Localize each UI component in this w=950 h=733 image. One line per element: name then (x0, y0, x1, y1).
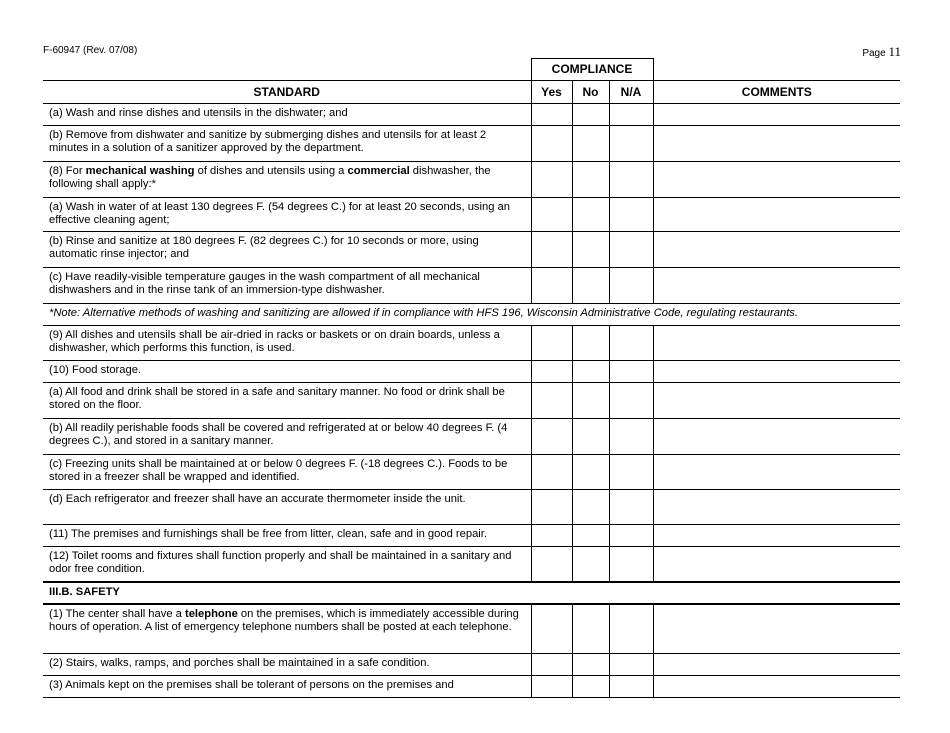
yes-cell[interactable] (531, 162, 572, 198)
table-row (43, 676, 900, 698)
yes-cell[interactable] (531, 455, 572, 490)
table-row (43, 232, 900, 268)
table-row (43, 361, 900, 383)
standard-text (43, 604, 531, 654)
na-cell[interactable] (609, 383, 653, 419)
standard-text: (2) Stairs, walks, ramps, and porches shall be maintained in a safe condition. (43, 654, 531, 676)
page-number-value: 11 (888, 44, 901, 59)
header-blank (43, 59, 531, 81)
comments-cell[interactable] (653, 126, 900, 162)
na-cell[interactable] (609, 126, 653, 162)
na-cell[interactable] (609, 525, 653, 547)
comments-header: COMMENTS (653, 81, 900, 104)
table-row (43, 654, 900, 676)
yes-cell[interactable] (531, 232, 572, 268)
yes-cell[interactable] (531, 604, 572, 654)
na-cell[interactable] (609, 232, 653, 268)
comments-cell[interactable] (653, 361, 900, 383)
standard-text: (12) Toilet rooms and fixtures shall function properly and shall be maintained in a sanitary and odor free condition. (43, 547, 531, 582)
no-cell[interactable] (572, 547, 609, 582)
yes-cell[interactable] (531, 419, 572, 455)
na-header: N/A (609, 81, 653, 104)
na-cell[interactable] (609, 198, 653, 232)
yes-cell[interactable] (531, 104, 572, 126)
table-row (43, 525, 900, 547)
no-cell[interactable] (572, 455, 609, 490)
na-cell[interactable] (609, 604, 653, 654)
comments-cell[interactable] (653, 547, 900, 582)
no-cell[interactable] (572, 604, 609, 654)
no-cell[interactable] (572, 419, 609, 455)
na-cell[interactable] (609, 268, 653, 304)
no-cell[interactable] (572, 268, 609, 304)
yes-cell[interactable] (531, 383, 572, 419)
comments-cell[interactable] (653, 419, 900, 455)
emphasis-text: telephone (184, 607, 238, 620)
standard-text: (10) Food storage. (43, 361, 531, 383)
table-row (43, 383, 900, 419)
na-cell[interactable] (609, 654, 653, 676)
standard-text: (b) Remove from dishwater and sanitize by submerging dishes and utensils for at least 2 minutes in a solution of a sanitizer approved by the department. (43, 126, 531, 162)
comments-cell[interactable] (653, 268, 900, 304)
emphasis-text: commercial (347, 165, 410, 177)
text-segment: (1) The center shall have a (49, 607, 185, 620)
comments-cell[interactable] (653, 104, 900, 126)
yes-cell[interactable] (531, 676, 572, 698)
standard-text: (9) All dishes and utensils shall be air-dried in racks or baskets or on drain boards, unless a dishwasher, which performs this function, is used. (43, 326, 531, 361)
comments-cell[interactable] (653, 383, 900, 419)
comments-cell[interactable] (653, 232, 900, 268)
standard-text: (b) Rinse and sanitize at 180 degrees F. (82 degrees C.) for 10 seconds or more, using automatic rinse injector; and (43, 232, 531, 268)
table-row (43, 198, 900, 232)
form-number: F-60947 (Rev. 07/08) (43, 45, 138, 56)
yes-cell[interactable] (531, 547, 572, 582)
standard-text: (11) The premises and furnishings shall be free from litter, clean, safe and in good repair. (43, 525, 531, 547)
standard-text: (c) Freezing units shall be maintained at or below 0 degrees F. (-18 degrees C.). Foods to be stored in a freezer shall be wrapped and identified. (43, 455, 531, 490)
header-blank (653, 59, 900, 81)
no-cell[interactable] (572, 654, 609, 676)
standard-text: (a) Wash and rinse dishes and utensils in the dishwater; and (43, 104, 531, 126)
comments-cell[interactable] (653, 654, 900, 676)
standard-text: (d) Each refrigerator and freezer shall have an accurate thermometer inside the unit. (43, 490, 531, 525)
table-row (43, 604, 900, 654)
standard-text: (a) Wash in water of at least 130 degrees F. (54 degrees C.) for at least 20 seconds, using an effective cleaning agent; (43, 198, 531, 232)
table-row (43, 104, 900, 126)
no-cell[interactable] (572, 361, 609, 383)
yes-cell[interactable] (531, 126, 572, 162)
na-cell[interactable] (609, 547, 653, 582)
standard-text: (c) Have readily-visible temperature gauges in the wash compartment of all mechanical dishwashers and in the rinse tank of an immersion-type dishwasher. (43, 268, 531, 304)
yes-cell[interactable] (531, 198, 572, 232)
na-cell[interactable] (609, 104, 653, 126)
standard-text: (3) Animals kept on the premises shall be tolerant of persons on the premises and (43, 676, 531, 698)
na-cell[interactable] (609, 326, 653, 361)
note-row (43, 304, 900, 326)
comments-cell[interactable] (653, 525, 900, 547)
alternative-methods-note: *Note: Alternative methods of washing and sanitizing are allowed if in compliance with HFS 196, Wisconsin Administrative Code, regulating restaurants. (43, 304, 900, 326)
comments-cell[interactable] (653, 455, 900, 490)
compliance-header: COMPLIANCE (531, 59, 653, 81)
na-cell[interactable] (609, 162, 653, 198)
no-cell[interactable] (572, 198, 609, 232)
yes-cell[interactable] (531, 326, 572, 361)
table-row (43, 268, 900, 304)
table-row (43, 490, 900, 525)
emphasis-text: mechanical washing (85, 165, 195, 177)
comments-cell[interactable] (653, 198, 900, 232)
no-cell[interactable] (572, 232, 609, 268)
no-header: No (572, 81, 609, 104)
no-cell[interactable] (572, 383, 609, 419)
text-segment: (8) For (49, 165, 86, 177)
yes-cell[interactable] (531, 525, 572, 547)
no-cell[interactable] (572, 126, 609, 162)
standard-text: (a) All food and drink shall be stored in a safe and sanitary manner. No food or drink shall be stored on the floor. (43, 383, 531, 419)
table-row (43, 326, 900, 361)
table-row (43, 547, 900, 582)
no-cell[interactable] (572, 525, 609, 547)
text-segment: dishwasher, the following shall apply:* (49, 165, 491, 190)
header-row (43, 81, 900, 104)
no-cell[interactable] (572, 326, 609, 361)
no-cell[interactable] (572, 104, 609, 126)
table-row (43, 419, 900, 455)
yes-cell[interactable] (531, 268, 572, 304)
text-segment: on the premises, which is immediately accessible during hours of operation. A list of emergency telephone numbers shall be posted at each telephone. (49, 607, 519, 633)
no-cell[interactable] (572, 162, 609, 198)
comments-cell[interactable] (653, 162, 900, 198)
comments-cell[interactable] (653, 490, 900, 525)
comments-cell[interactable] (653, 604, 900, 654)
section-heading-safety: III.B. SAFETY (43, 582, 900, 604)
standard-header: STANDARD (43, 81, 531, 104)
section-row (43, 582, 900, 604)
table-row (43, 162, 900, 198)
text-segment: of dishes and utensils using a (194, 165, 348, 177)
na-cell[interactable] (609, 455, 653, 490)
table-row (43, 126, 900, 162)
comments-cell[interactable] (653, 676, 900, 698)
no-cell[interactable] (572, 490, 609, 525)
page-label: Page (862, 48, 886, 59)
table-row (43, 455, 900, 490)
comments-cell[interactable] (653, 326, 900, 361)
header-row-top (43, 59, 900, 81)
na-cell[interactable] (609, 361, 653, 383)
yes-header: Yes (531, 81, 572, 104)
yes-cell[interactable] (531, 361, 572, 383)
standard-text (43, 162, 531, 198)
standard-text: (b) All readily perishable foods shall be covered and refrigerated at or below 40 degrees F. (4 degrees C.), and stored in a sanitary manner. (43, 419, 531, 455)
yes-cell[interactable] (531, 490, 572, 525)
yes-cell[interactable] (531, 654, 572, 676)
na-cell[interactable] (609, 676, 653, 698)
na-cell[interactable] (609, 490, 653, 525)
na-cell[interactable] (609, 419, 653, 455)
compliance-checklist-table (43, 58, 900, 698)
no-cell[interactable] (572, 676, 609, 698)
